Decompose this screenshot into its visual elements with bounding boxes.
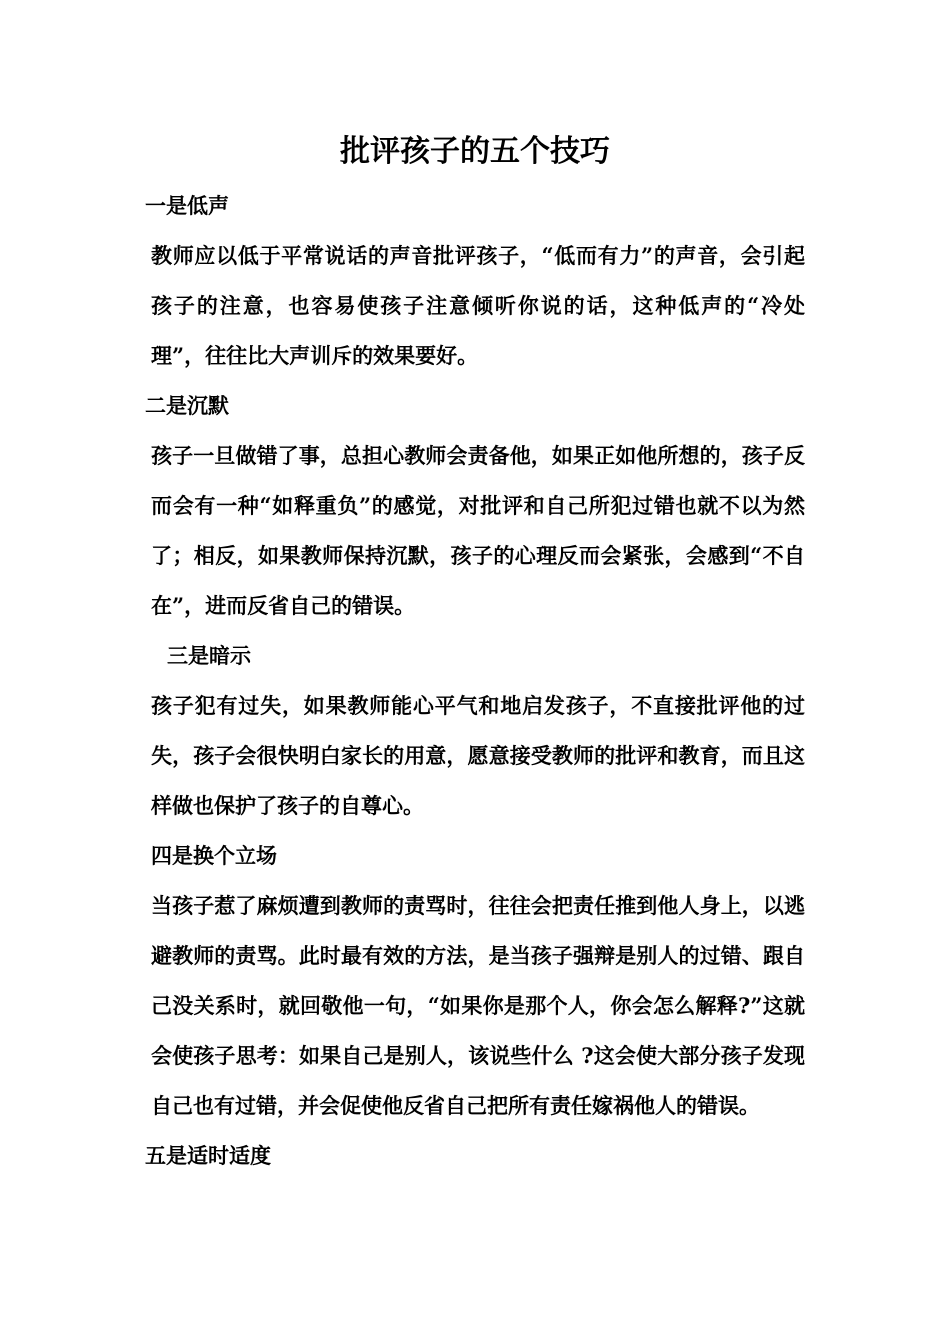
section-heading-4: 四是换个立场	[151, 843, 277, 868]
document-body	[145, 181, 805, 1181]
document-title: 批评孩子的五个技巧	[340, 134, 610, 169]
section-paragraph-2: 孩子一旦做错了事，总担心教师会责备他，如果正如他所想的，孩子反而会有一种“如释重负”的感觉，对批评和自己所犯过错也就不以为然了；相反，如果教师保持沉默，孩子的心理反而会紧张，会感到“不自在”，进而反省自己的错误。	[151, 443, 805, 618]
section-heading-2: 二是沉默	[145, 393, 229, 418]
section-heading-5: 五是适时适度	[145, 1143, 271, 1168]
section-heading-1: 一是低声	[145, 193, 229, 218]
section-heading-3: 三是暗示	[167, 643, 251, 668]
section-paragraph-1: 教师应以低于平常说话的声音批评孩子，“低而有力”的声音，会引起孩子的注意，也容易使孩子注意倾听你说的话，这种低声的“冷处理”，往往比大声训斥的效果要好。	[151, 243, 805, 368]
section-paragraph-3: 孩子犯有过失，如果教师能心平气和地启发孩子，不直接批评他的过失，孩子会很快明白家长的用意，愿意接受教师的批评和教育，而且这样做也保护了孩子的自尊心。	[151, 693, 805, 818]
section-paragraph-4: 当孩子惹了麻烦遭到教师的责骂时，往往会把责任推到他人身上，以逃避教师的责骂。此时最有效的方法，是当孩子强辩是别人的过错、跟自己没关系时，就回敬他一句，“如果你是那个人，你会怎么解释?”这就会使孩子思考：如果自己是别人，该说些什么 ?这会使大部分孩子发现自己也有过错，并会促使他反省自己把所有责任嫁祸他人的错误。	[151, 893, 805, 1118]
